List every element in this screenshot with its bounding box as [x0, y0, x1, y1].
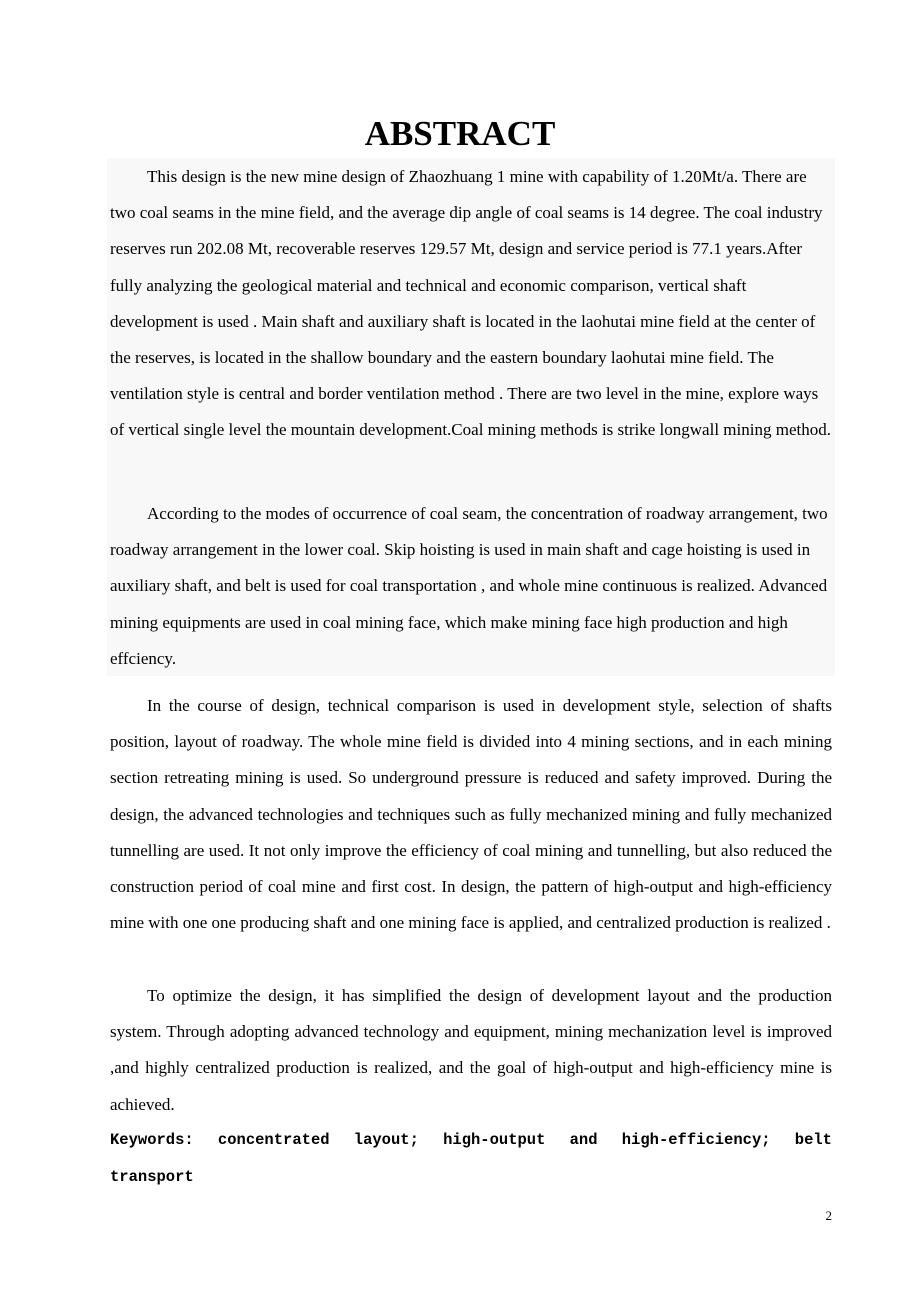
abstract-paragraph-3: In the course of design, technical comparison is used in development style, selection of shafts position, layout of roadway. The whole mine field is divided into 4 mining sections, and in each mining section retreating mining is used. So underground pressure is reduced and safety improved. During the design, the advanced technologies and techniques such as fully mechanized mining and fully mechanized tunnelling are used. It not only improve the efficiency of coal mining and tunnelling, but also reduced the construction period of coal mine and first cost. In design, the pattern of high-output and high-efficiency mine with one one producing shaft and one mining face is applied, and centralized production is realized . — [110, 696, 832, 933]
abstract-paragraph-2: According to the modes of occurrence of coal seam, the concentration of roadway arrangement, two roadway arrangement in the lower coal. Skip hoisting is used in main shaft and cage hoisting is used in auxiliary shaft, and belt is used for coal transportation , and whole mine continuous is realized. Advanced mining equipments are used in coal mining face, which make mining face high production and high effciency. — [110, 504, 828, 668]
abstract-paragraph-1: This design is the new mine design of Zhaozhuang 1 mine with capability of 1.20Mt/a. There are two coal seams in the mine field, and the average dip angle of coal seams is 14 degree. The coal industry reserves run 202.08 Mt, recoverable reserves 129.57 Mt, design and service period is 77.1 years.After fully analyzing the geological material and technical and economic comparison, vertical shaft development is used . Main shaft and auxiliary shaft is located in the laohutai mine field at the center of the reserves, is located in the shallow boundary and the eastern boundary laohutai mine field. The ventilation style is central and border ventilation method . There are two level in the mine, explore ways of vertical single level the mountain development.Coal mining methods is strike longwall mining method. — [110, 167, 831, 440]
page-title: ABSTRACT — [364, 114, 556, 153]
keywords: Keywords: concentrated layout; high-output and high-efficiency; belt transport — [110, 1131, 832, 1186]
abstract-paragraph-4: To optimize the design, it has simplified the design of development layout and the production system. Through adopting advanced technology and equipment, mining mechanization level is improved ,and highly centralized production is realized, and the goal of high-output and high-efficiency mine is achieved. — [110, 986, 832, 1114]
page-number: 2 — [825, 1208, 832, 1223]
